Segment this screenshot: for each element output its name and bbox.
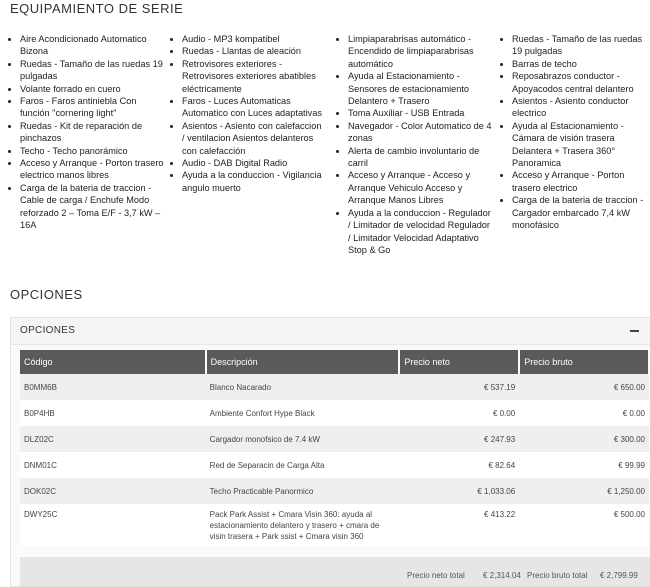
equipment-item: • Faros - Luces Automaticas Automatico con Luces adaptativas	[182, 95, 326, 120]
equipment-item: • Audio - MP3 kompatibel	[182, 33, 326, 45]
option-description: Cargador monofsico de 7.4 kW	[206, 426, 400, 452]
option-description: Blanco Nacarado	[206, 374, 400, 400]
equipment-title: EQUIPAMIENTO DE SERIE	[10, 1, 184, 16]
header-code: Código	[20, 350, 206, 374]
option-code: DOK02C	[20, 478, 206, 504]
equipment-item: • Asientos - Asiento conductor electrico	[512, 95, 650, 120]
equipment-item: • Volante forrado en cuero	[20, 83, 164, 95]
equipment-item: • Ayuda a la conduccion - Vigilancia angulo muerto	[182, 169, 326, 194]
options-title: OPCIONES	[10, 287, 83, 302]
option-code: DWY25C	[20, 504, 206, 546]
option-gross-price: € 300.00	[519, 426, 649, 452]
option-gross-price: € 650.00	[519, 374, 649, 400]
equipment-item: • Acceso y Arranque - Acceso y Arranque Vehiculo Acceso y Arranque Manos Libres	[348, 169, 492, 206]
option-description: Red de Separacin de Carga Alta	[206, 452, 400, 478]
header-description: Descripción	[206, 350, 400, 374]
table-row	[20, 400, 649, 426]
equipment-item: • Navegador - Color Automatico de 4 zonas	[348, 120, 492, 145]
options-panel-title: OPCIONES	[20, 325, 76, 336]
equipment-item: • Limpiaparabrisas automático - Encendido de limpiaparabrisas automático	[348, 33, 492, 70]
options-table	[20, 350, 650, 546]
option-code: B0MM6B	[20, 374, 206, 400]
option-code: B0P4HB	[20, 400, 206, 426]
equipment-item: • Alerta de cambio involuntario de carril	[348, 145, 492, 170]
equipment-column-4	[496, 33, 650, 232]
header-gross-price: Precio bruto	[519, 350, 649, 374]
collapse-icon[interactable]	[630, 330, 639, 332]
equipment-item: • Carga de la bateria de traccion - Cargador embarcado 7,4 kW monofásico	[512, 194, 650, 231]
option-gross-price: € 500.00	[519, 504, 649, 546]
table-row	[20, 478, 649, 504]
options-panel	[10, 317, 650, 587]
option-code: DNM01C	[20, 452, 206, 478]
equipment-item: • Faros - Faros antiniebla Con función "cornering light"	[20, 95, 164, 120]
equipment-item: • Ayuda a la conduccion - Regulador / Limitador de velocidad Regulador / Limitador Velocidad Adaptativo Stop & Go	[348, 207, 492, 257]
equipment-item: • Ayuda al Estacionamiento - Sensores de estacionamiento Delantero + Trasero	[348, 70, 492, 107]
equipment-item: • Toma Auxiliar - USB Entrada	[348, 107, 492, 119]
option-net-price: € 413.22	[399, 504, 519, 546]
equipment-item: • Asientos - Asiento con calefaccion / ventilacion Asientos delanteros con calefacción	[182, 120, 326, 157]
equipment-item: • Ayuda al Estacionamiento - Cámara de visión trasera Delantera + Trasera 360° Panoramica	[512, 120, 650, 170]
option-description: Pack Park Assist + Cmara Visin 360: ayuda al estacionamiento delantero y trasero + cmara de visin trasera + Park ssist + Cmara visin 360	[206, 504, 400, 546]
equipment-item: • Reposabrazos conductor - Apoyacodos central delantero	[512, 70, 650, 95]
equipment-item: • Barras de techo	[512, 58, 650, 70]
option-gross-price: € 1,250.00	[519, 478, 649, 504]
equipment-column-2	[166, 33, 326, 194]
option-code: DLZ02C	[20, 426, 206, 452]
equipment-item: • Ruedas - Tamaño de las ruedas 19 pulgadas	[20, 58, 164, 83]
equipment-item: • Ruedas - Kit de reparación de pinchazos	[20, 120, 164, 145]
equipment-item: • Carga de la bateria de traccion - Cable de carga / Enchufe Modo reforzado 2 – Toma E/F - 3,7 kW – 16A	[20, 182, 164, 232]
gross-total-label: Precio bruto total	[527, 571, 588, 580]
option-net-price: € 82.64	[399, 452, 519, 478]
equipment-item: • Ruedas - Llantas de aleación	[182, 45, 326, 57]
options-panel-header[interactable]	[11, 318, 650, 345]
equipment-item: • Acceso y Arranque - Porton trasero electrico manos libres	[20, 157, 164, 182]
equipment-item: • Audio - DAB Digital Radio	[182, 157, 326, 169]
option-net-price: € 1,033.06	[399, 478, 519, 504]
table-row	[20, 504, 649, 546]
equipment-item: • Ruedas - Tamaño de las ruedas 19 pulgadas	[512, 33, 650, 58]
header-net-price: Precio neto	[399, 350, 519, 374]
option-description: Techo Practicable Panormico	[206, 478, 400, 504]
option-gross-price: € 99.99	[519, 452, 649, 478]
option-gross-price: € 0.00	[519, 400, 649, 426]
table-row	[20, 374, 649, 400]
net-total-label: Precio neto total	[407, 571, 465, 580]
option-description: Ambiente Confort Hype Black	[206, 400, 400, 426]
equipment-item: • Acceso y Arranque - Porton trasero electrico	[512, 169, 650, 194]
option-net-price: € 0.00	[399, 400, 519, 426]
equipment-column-1	[4, 33, 164, 232]
table-row	[20, 452, 649, 478]
table-row	[20, 426, 649, 452]
gross-total-value: € 2,799.99	[600, 571, 638, 580]
option-net-price: € 247.93	[399, 426, 519, 452]
equipment-item: • Techo - Techo panorámico	[20, 145, 164, 157]
equipment-column-3	[332, 33, 492, 256]
totals-row	[20, 557, 650, 586]
equipment-item: • Retrovisores exteriores - Retrovisores exteriores abatibles eléctricamente	[182, 58, 326, 95]
option-net-price: € 537.19	[399, 374, 519, 400]
net-total-value: € 2,314.04	[483, 571, 521, 580]
equipment-item: • Aire Acondicionado Automatico Bizona	[20, 33, 164, 58]
equipment-list	[0, 33, 650, 263]
